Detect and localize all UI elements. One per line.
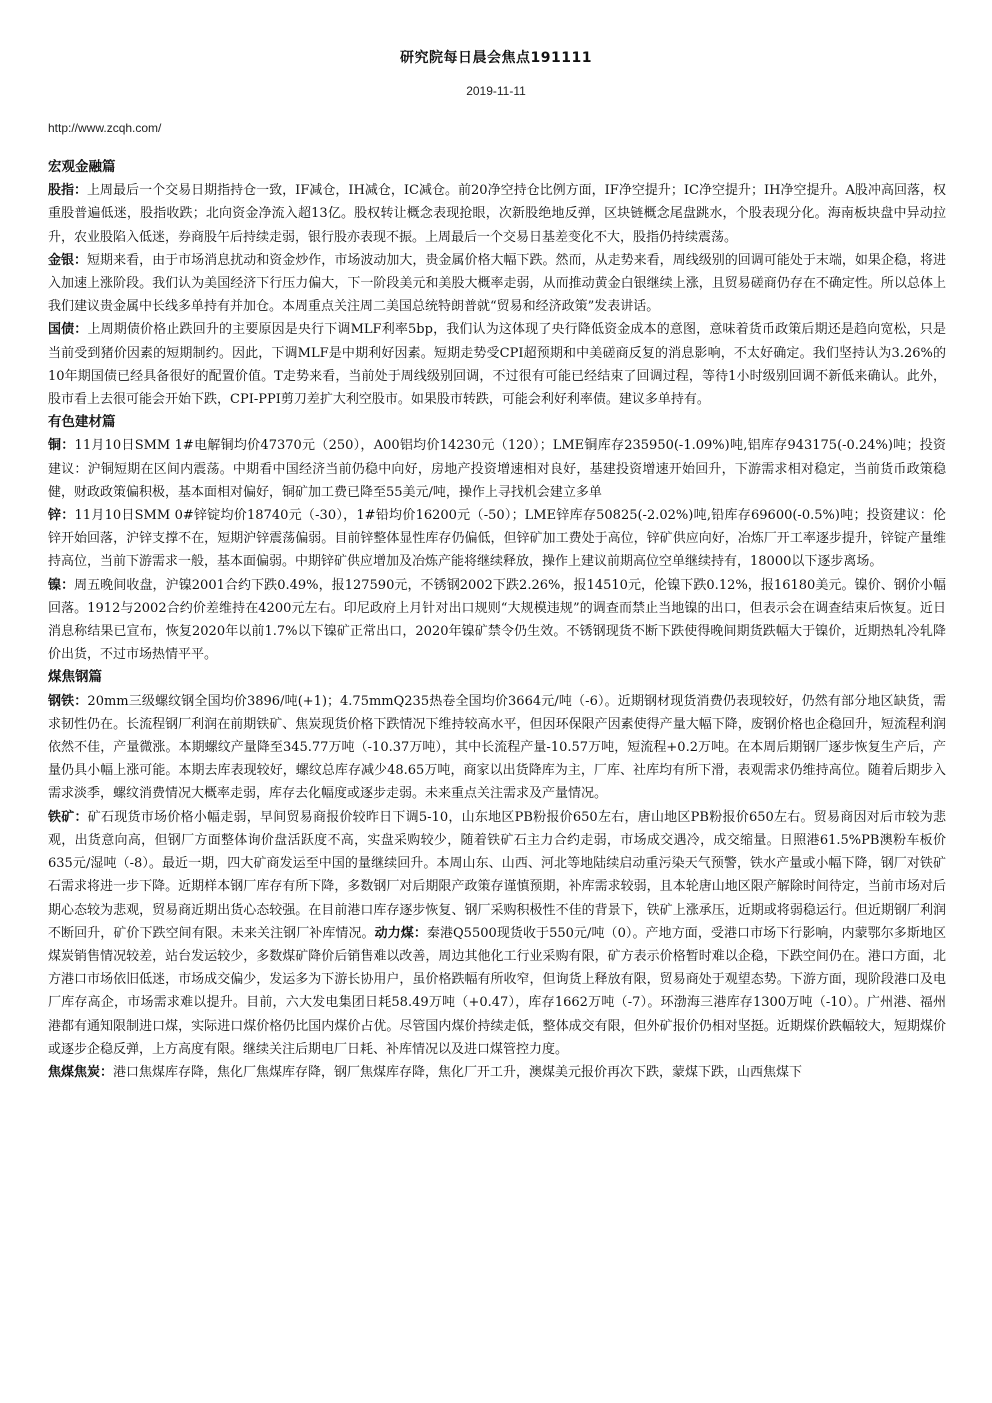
paragraph-gold-silver [48,249,946,319]
paragraph-steel [48,690,946,806]
text-copper: 11月10日SMM 1#电解铜均价47370元（250），A00铝均价14230元（120）；LME铜库存235950(-1.09%)吨,铝库存943175(-0.24%)吨；投资建议：沪铜短期在区间内震荡。中期看中国经济当前仍稳中向好，房地产投资增速相对良好，基建投资增速开始回升，下游需求相对稳定，当前货币政策稳健，财政政策偏积极，基本面相对偏好，铜矿加工费已降至55美元/吨，操作上寻找机会建立多单 [48,438,946,500]
text-coking-coal: 港口焦煤库存降，焦化厂焦煤库存降，钢厂焦煤库存降，焦化厂开工升，澳煤美元报价再次下跌，蒙煤下跌，山西焦煤下 [113,1064,803,1080]
text-iron-ore: 矿石现货市场价格小幅走弱，早间贸易商报价较昨日下调5-10，山东地区PB粉报价650左右，唐山地区PB粉报价650左右。贸易商因对后市较为悲观，出货意向高，但钢厂方面整体询价盘活跃度不高，实盘采购较少，随着铁矿石主力合约走弱，市场成交遇冷，成交缩量。日照港61.5%PB澳粉车板价635元/湿吨（-8）。最近一期，四大矿商发运至中国的量继续回升。本周山东、山西、河北等地陆续启动重污染天气预警，铁水产量或小幅下降，钢厂对铁矿石需求将进一步下降。近期样本钢厂库存有所下降，多数钢厂对后期限产政策存谨慎预期，补库需求较弱，且本轮唐山地区限产解除时间待定，当前市场对后期心态较为悲观，贸易商近期出货心态较强。在目前港口库存逐步恢复、钢厂采购积极性不佳的背景下，铁矿上涨承压，近期或将弱稳运行。但近期钢厂利润不断回升，矿价下跌空间有限。未来关注钢厂补库情况。 [48,809,946,941]
page-title: 研究院每日晨会焦点191111 [400,50,592,66]
paragraph-copper [48,434,946,504]
label-thermal-coal: 动力煤： [374,925,427,941]
paragraph-zinc [48,504,946,574]
text-treasury: 上周期债价格止跌回升的主要原因是央行下调MLF利率5bp，我们认为这体现了央行降低资金成本的意图，意味着货币政策后期还是趋向宽松，只是当前受到猪价因素的短期制约。因此，下调MLF是中期利好因素。短期走势受CPI超预期和中美磋商反复的消息影响，不太好确定。我们坚持认为3.26%的10年期国债已经具备很好的配置价值。T走势来看，当前处于周线级别回调，不过很有可能已经结束了回调过程，等待1小时级别回调不新低来确认。此外，股市看上去很可能会开始下跌，CPI-PPI剪刀差扩大利空股市。如果股市转跌，可能会利好利率债。建议多单持有。 [48,322,946,408]
report-date: 2019-11-11 [466,84,526,98]
label-iron-ore: 铁矿： [48,809,88,825]
paragraph-treasury [48,318,946,411]
text-steel: 20mm三级螺纹钢全国均价3896/吨(+1)；4.75mmQ235热卷全国均价3664元/吨（-6）。近期钢材现货消费仍表现较好，仍然有部分地区缺货，需求韧性仍在。长流程钢厂利润在前期铁矿、焦炭现货价格下跌情况下维持较高水平，但因环保限产因素使得产量大幅下降，废钢价格也企稳回升，短流程利润依然不佳，产量微涨。本期螺纹产量降至345.77万吨（-10.37万吨），其中长流程产量-10.57万吨，短流程+0.2万吨。在本周后期钢厂逐步恢复生产后，产量仍具小幅上涨可能。本期去库表现较好，螺纹总库存减少48.65万吨，商家以出货降库为主，厂库、社库均有所下滑，表观需求仍维持高位。随着后期步入需求淡季，螺纹消费情况大概率走弱，库存去化幅度或逐步走弱。未来重点关注需求及产量情况。 [48,693,946,802]
paragraph-stock-index [48,179,946,249]
section-heading-macro: 宏观金融篇 [48,159,116,175]
label-gold-silver: 金银： [48,252,88,268]
text-zinc: 11月10日SMM 0#锌锭均价18740元（-30），1#铅均价16200元（-50）；LME锌库存50825(-2.02%)吨,铅库存69600(-0.5%)吨；投资建议：伦锌开始回落，沪锌支撑不在，短期沪锌震荡偏弱。目前锌整体显性库存仍偏低，但锌矿加工费处于高位，锌矿供应向好，冶炼厂开工率逐步提升，锌锭产量维持高位，当前下游需求一般，基本面偏弱。中期锌矿供应增加及冶炼产能将继续释放，操作上建议前期高位空单继续持有，18000以下逐步离场。 [48,508,946,570]
label-treasury: 国债： [48,322,88,338]
label-zinc: 锌： [48,508,75,524]
section-heading-coal-steel: 煤焦钢篇 [48,669,102,686]
text-stock-index: 上周最后一个交易日期指持仓一致，IF减仓，IH减仓，IC减仓。前20净空持仓比例方面，IF净空提升；IC净空提升；IH净空提升。A股冲高回落，权重股普遍低迷，股指收跌；北向资金净流入超13亿。股权转让概念表现抢眼，次新股绝地反弹，区块链概念尾盘跳水，个股表现分化。海南板块盘中异动拉升，农业股陷入低迷，券商股午后持续走弱，银行股亦表现不振。上周最后一个交易日基差变化不大，股指仍持续震荡。 [48,183,946,245]
text-gold-silver: 短期来看，由于市场消息扰动和资金炒作，市场波动加大，贵金属价格大幅下跌。然而，从走势来看，周线级别的回调可能处于末端，如果企稳，将进入加速上涨阶段。我们认为美国经济下行压力偏大，下一阶段美元和美股大概率走弱，从而推动黄金白银继续上涨，且贸易磋商仍存在不确定性。所以总体上我们建议贵金属中长线多单持有并加仓。本周重点关注周二美国总统特朗普就“贸易和经济政策”发表讲话。 [48,252,946,315]
paragraph-nickel [48,574,946,667]
paragraph-iron-ore [48,806,946,1061]
text-thermal-coal: 秦港Q5500现货收于550元/吨（0）。产地方面，受港口市场下行影响，内蒙鄂尔多斯地区煤炭销售情况较差，站台发运较少，多数煤矿降价后销售难以改善，周边其他化工行业采购有限，矿方表示价格暂时难以企稳，下跌空间仍在。港口方面，北方港口市场依旧低迷，市场成交偏少，发运多为下游长协用户，虽价格跌幅有所收窄，但询货上释放有限，贸易商处于观望态势。下游方面，现阶段港口及电厂库存高企，市场需求难以提升。目前，六大发电集团日耗58.49万吨（+0.47），库存1662万吨（-7）。环渤海三港库存1300万吨（-10）。广州港、福州港都有通知限制进口煤，实际进口煤价格仍比国内煤价占优。尽管国内煤价持续走低，整体成交有限，但外矿报价仍相对坚挺。近期煤价跌幅较大，短期煤价或逐步企稳反弹，上方高度有限。继续关注后期电厂日耗、补库情况以及进口煤管控力度。 [48,925,946,1057]
paragraph-coking-coal [48,1061,946,1084]
label-coking-coal: 焦煤焦炭： [48,1064,114,1080]
text-nickel: 周五晚间收盘，沪镍2001合约下跌0.49%，报127590元，不锈钢2002下跌2.26%，报14510元，伦镍下跌0.12%，报16180美元。镍价、钢价小幅回落。1912与2002合约价差维持在4200元左右。印尼政府上月针对出口规则“大规模违规”的调查而禁止当地镍的出口，但表示会在调查结束后恢复。近日消息称结果已宣布，恢复2020年以前1.7%以下镍矿正常出口，2020年镍矿禁令仍生效。不锈钢现货不断下跌使得晚间期货跌幅大于镍价，近期热轧冷轧降价出货，不过市场热情平平。 [48,577,946,663]
section-heading-nonferrous: 有色建材篇 [48,414,116,431]
label-copper: 铜： [48,438,75,454]
label-steel: 钢铁： [48,693,88,709]
source-url-link[interactable]: http://www.zcqh.com/ [48,121,162,135]
report-body [48,156,946,1084]
label-stock-index: 股指： [48,183,88,199]
label-nickel: 镍： [48,577,75,593]
